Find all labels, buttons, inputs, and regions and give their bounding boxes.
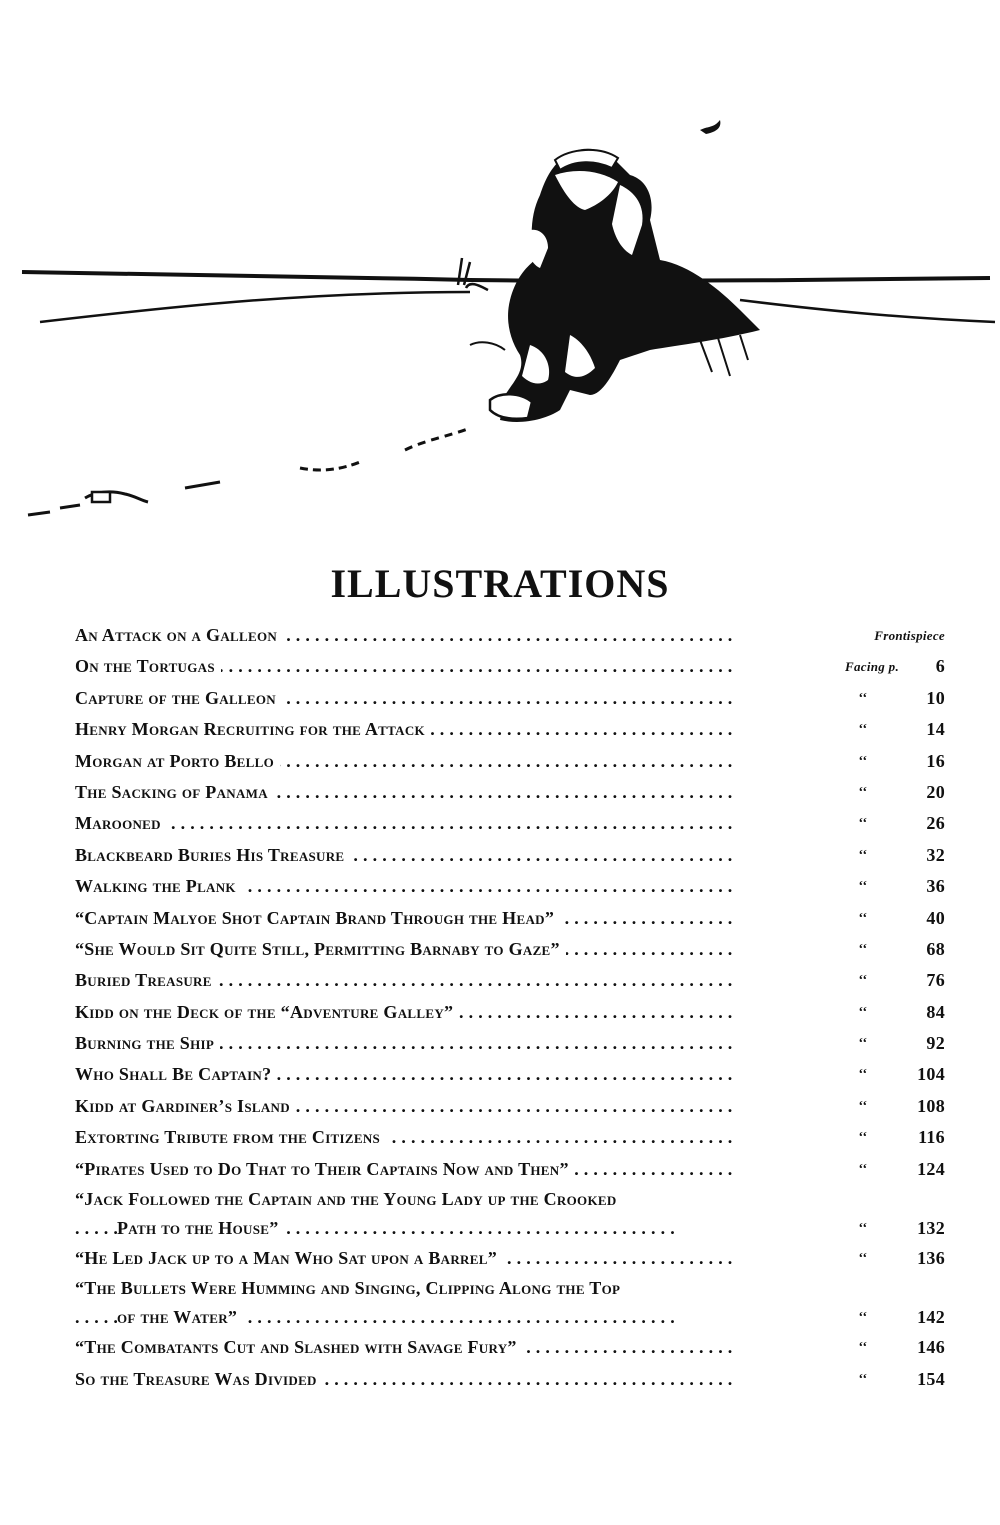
list-item bbox=[75, 1122, 945, 1153]
illustration-title-text: Walking the Plank bbox=[75, 876, 242, 896]
illustration-title bbox=[75, 808, 823, 839]
page-number: 20 bbox=[926, 781, 945, 802]
page-number: 116 bbox=[918, 1127, 945, 1148]
list-item bbox=[75, 903, 945, 934]
ditto-mark: ‘‘ bbox=[858, 1340, 868, 1356]
sitting-figure-on-beach-icon bbox=[0, 0, 1000, 540]
illustration-title-text: “Pirates Used to Do That to Their Captains Now and Then” bbox=[75, 1159, 575, 1179]
illustration-title bbox=[75, 746, 823, 777]
list-item bbox=[75, 746, 945, 777]
illustration-title-text: “She Would Sit Quite Still, Permitting Barnaby to Gaze” bbox=[75, 939, 566, 959]
page-number: 136 bbox=[917, 1248, 945, 1269]
page-number: 36 bbox=[926, 876, 945, 897]
ditto-mark: ‘‘ bbox=[858, 1251, 868, 1267]
page-number: 76 bbox=[926, 970, 945, 991]
list-item bbox=[75, 777, 945, 808]
illustration-title-text: So the Treasure Was Divided bbox=[75, 1369, 323, 1389]
illustration-title-text: Kidd at Gardiner’s Island bbox=[75, 1096, 296, 1116]
page-number: 142 bbox=[917, 1307, 945, 1328]
illustration-title bbox=[75, 777, 823, 808]
page-number: 132 bbox=[917, 1218, 945, 1239]
ditto-mark: ‘‘ bbox=[858, 784, 868, 800]
list-item bbox=[75, 1243, 945, 1274]
page-number: 104 bbox=[917, 1064, 945, 1085]
list-item bbox=[75, 1059, 945, 1090]
illustration-title bbox=[75, 1332, 823, 1363]
ditto-mark: ‘‘ bbox=[858, 1004, 868, 1020]
page-number: 16 bbox=[926, 750, 945, 771]
illustration-title bbox=[75, 997, 823, 1028]
list-item bbox=[75, 714, 945, 745]
list-item bbox=[75, 1028, 945, 1059]
illustration-title-text: On the Tortugas bbox=[75, 656, 221, 676]
ditto-mark: ‘‘ bbox=[858, 910, 868, 926]
ditto-mark: ‘‘ bbox=[858, 973, 868, 989]
ditto-mark: ‘‘ bbox=[858, 722, 868, 738]
illustration-title bbox=[75, 934, 823, 965]
illustration-title-text: Extorting Tribute from the Citizens bbox=[75, 1127, 386, 1147]
list-item bbox=[75, 840, 945, 871]
list-item bbox=[75, 651, 945, 682]
ditto-mark: ‘‘ bbox=[858, 1221, 868, 1237]
page-number: 32 bbox=[926, 844, 945, 865]
illustration-title-text: Burning the Ship bbox=[75, 1033, 220, 1053]
page-number: 14 bbox=[926, 719, 945, 740]
list-item bbox=[75, 1154, 945, 1185]
ditto-mark: ‘‘ bbox=[858, 1067, 868, 1083]
list-item bbox=[75, 997, 945, 1028]
illustration-title bbox=[75, 1091, 823, 1122]
illustration-title bbox=[75, 620, 835, 651]
ditto-mark: ‘‘ bbox=[858, 941, 868, 957]
ditto-mark: ‘‘ bbox=[858, 1310, 868, 1326]
list-item bbox=[75, 871, 945, 902]
illustration-title bbox=[75, 903, 823, 934]
illustration-title-text: Blackbeard Buries His Treasure bbox=[75, 845, 350, 865]
list-item bbox=[75, 1364, 945, 1395]
illustration-title-text: Buried Treasure bbox=[75, 970, 218, 990]
page-number: 6 bbox=[935, 656, 945, 677]
illustration-title bbox=[75, 965, 823, 996]
illustration-title bbox=[75, 683, 823, 714]
list-item bbox=[75, 620, 945, 651]
ditto-mark: ‘‘ bbox=[858, 690, 868, 706]
list-item bbox=[75, 1274, 945, 1332]
page-number: 84 bbox=[926, 1001, 945, 1022]
page-number: 124 bbox=[917, 1158, 945, 1179]
illustration-title bbox=[75, 1028, 823, 1059]
illustration-title bbox=[75, 1185, 823, 1243]
list-item bbox=[75, 965, 945, 996]
page-number: 154 bbox=[917, 1368, 945, 1389]
illustration-title-text: “Captain Malyoe Shot Captain Brand Through the Head” bbox=[75, 908, 560, 928]
illustration-title bbox=[75, 1274, 823, 1332]
illustration-title bbox=[75, 1154, 823, 1185]
ditto-mark: ‘‘ bbox=[858, 1371, 868, 1387]
list-item bbox=[75, 808, 945, 839]
page-number: 108 bbox=[917, 1095, 945, 1116]
list-item bbox=[75, 683, 945, 714]
ditto-mark: ‘‘ bbox=[858, 1036, 868, 1052]
illustration-title bbox=[75, 1122, 823, 1153]
illustration-title-text: An Attack on a Galleon bbox=[75, 625, 283, 645]
illustration-title-text: Morgan at Porto Bello bbox=[75, 751, 280, 771]
ditto-mark: ‘‘ bbox=[858, 1130, 868, 1146]
ditto-mark: ‘‘ bbox=[858, 847, 868, 863]
page-number: 26 bbox=[926, 813, 945, 834]
illustration-title bbox=[75, 714, 823, 745]
ditto-mark: ‘‘ bbox=[858, 879, 868, 895]
list-item bbox=[75, 934, 945, 965]
illustration-title-text: “The Combatants Cut and Slashed with Savage Fury” bbox=[75, 1337, 523, 1357]
illustration-title bbox=[75, 1243, 823, 1274]
illustrations-list bbox=[75, 620, 945, 1395]
page-title: ILLUSTRATIONS bbox=[330, 561, 670, 606]
illustration-title-text: Kidd on the Deck of the “Adventure Galley” bbox=[75, 1002, 459, 1022]
list-item bbox=[75, 1091, 945, 1122]
illustration-title-text: Who Shall Be Captain? bbox=[75, 1064, 277, 1084]
illustration-title bbox=[75, 840, 823, 871]
illustration-title-line-2: Path to the House” bbox=[117, 1218, 285, 1238]
ditto-mark: ‘‘ bbox=[858, 1098, 868, 1114]
list-item bbox=[75, 1332, 945, 1363]
page-number: 92 bbox=[926, 1033, 945, 1054]
ditto-mark: ‘‘ bbox=[858, 816, 868, 832]
illustration-title-text: Henry Morgan Recruiting for the Attack bbox=[75, 719, 431, 739]
list-item bbox=[75, 1185, 945, 1243]
illustration-title bbox=[75, 1059, 823, 1090]
page-number: 68 bbox=[926, 938, 945, 959]
illustration-title-text: Capture of the Galleon bbox=[75, 688, 282, 708]
illustration-title bbox=[75, 871, 823, 902]
illustration-title-text: “He Led Jack up to a Man Who Sat upon a Barrel” bbox=[75, 1248, 503, 1268]
ditto-mark: ‘‘ bbox=[858, 1161, 868, 1177]
ditto-mark: Facing p. bbox=[845, 659, 899, 675]
illustration-title-line-1: “Jack Followed the Captain and the Young Lady up the Crooked bbox=[75, 1189, 617, 1210]
illustration-title bbox=[75, 651, 813, 682]
page-number: 40 bbox=[926, 907, 945, 928]
illustration-title-text: Marooned bbox=[75, 813, 167, 833]
illustration-title bbox=[75, 1364, 823, 1395]
illustration-title-line-1: “The Bullets Were Humming and Singing, Clipping Along the Top bbox=[75, 1278, 621, 1299]
page-number: 10 bbox=[926, 687, 945, 708]
ditto-mark: ‘‘ bbox=[858, 753, 868, 769]
page-number: 146 bbox=[917, 1337, 945, 1358]
illustration-title-text: The Sacking of Panama bbox=[75, 782, 274, 802]
page-reference: Frontispiece bbox=[874, 627, 945, 643]
illustration-title-line-2: of the Water” bbox=[117, 1307, 243, 1327]
